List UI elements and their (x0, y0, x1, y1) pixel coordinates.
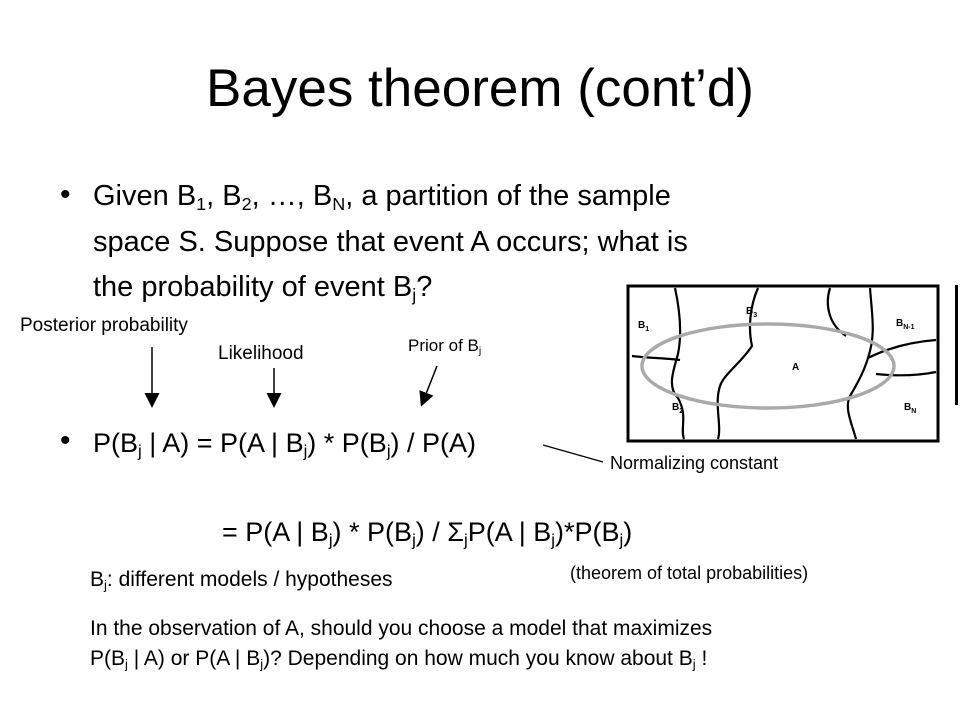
region-a-label: A (792, 362, 800, 373)
equation-bayes: $P(B_j$ | A) = P(A | $B_j) * P(B_j) / P(A)$ (93, 428, 477, 461)
bullet1-line1: Given $B_1$, $B_2$, …, $B_N$, a partition of the sample (93, 180, 671, 215)
note-question-line1: In the observation of A, should you choose a model that maximizes (90, 617, 713, 640)
bullet1-line2: space S. Suppose that event A occurs; what is (93, 226, 688, 258)
arrow-prior (422, 366, 437, 404)
label-likelihood: Likelihood (218, 343, 304, 364)
region-b2-label: $B_2$ (672, 402, 684, 415)
label-total-prob: (theorem of total probabilities) (570, 563, 809, 583)
label-normalizing: Normalizing constant (610, 453, 779, 473)
label-prior: Prior of $B_j$ (408, 336, 482, 357)
bullet-dot-1: • (60, 178, 71, 211)
slide-title: Bayes theorem (cont’d) (206, 59, 754, 118)
label-posterior: Posterior probability (20, 315, 188, 336)
region-b3-label: $B_3$ (746, 306, 758, 319)
line-normalizing (543, 445, 603, 462)
bullet1-line3: the probability of event $B_j$? (93, 271, 433, 306)
note-question-line2: $P(B_j$ | A) or P(A | $B_j$)? Depending on how much you know about $B_j$ ! (90, 647, 708, 672)
partition-diagram (620, 276, 950, 456)
edge-line (955, 285, 958, 405)
region-b1-label: $B_1$ (638, 320, 650, 333)
region-bn-label: $B_N$ (904, 402, 917, 415)
note-bj-models: $B_j$: different models / hypotheses (90, 568, 393, 593)
bullet-dot-2: • (60, 424, 71, 457)
equation-total-prob: = P(A | $B_j) * P(B_j) / \Sigma_jP(A$ | $B_j)*P(B_j)$ (222, 517, 633, 550)
region-bn1-label: $B_{N-1}$ (896, 318, 915, 331)
